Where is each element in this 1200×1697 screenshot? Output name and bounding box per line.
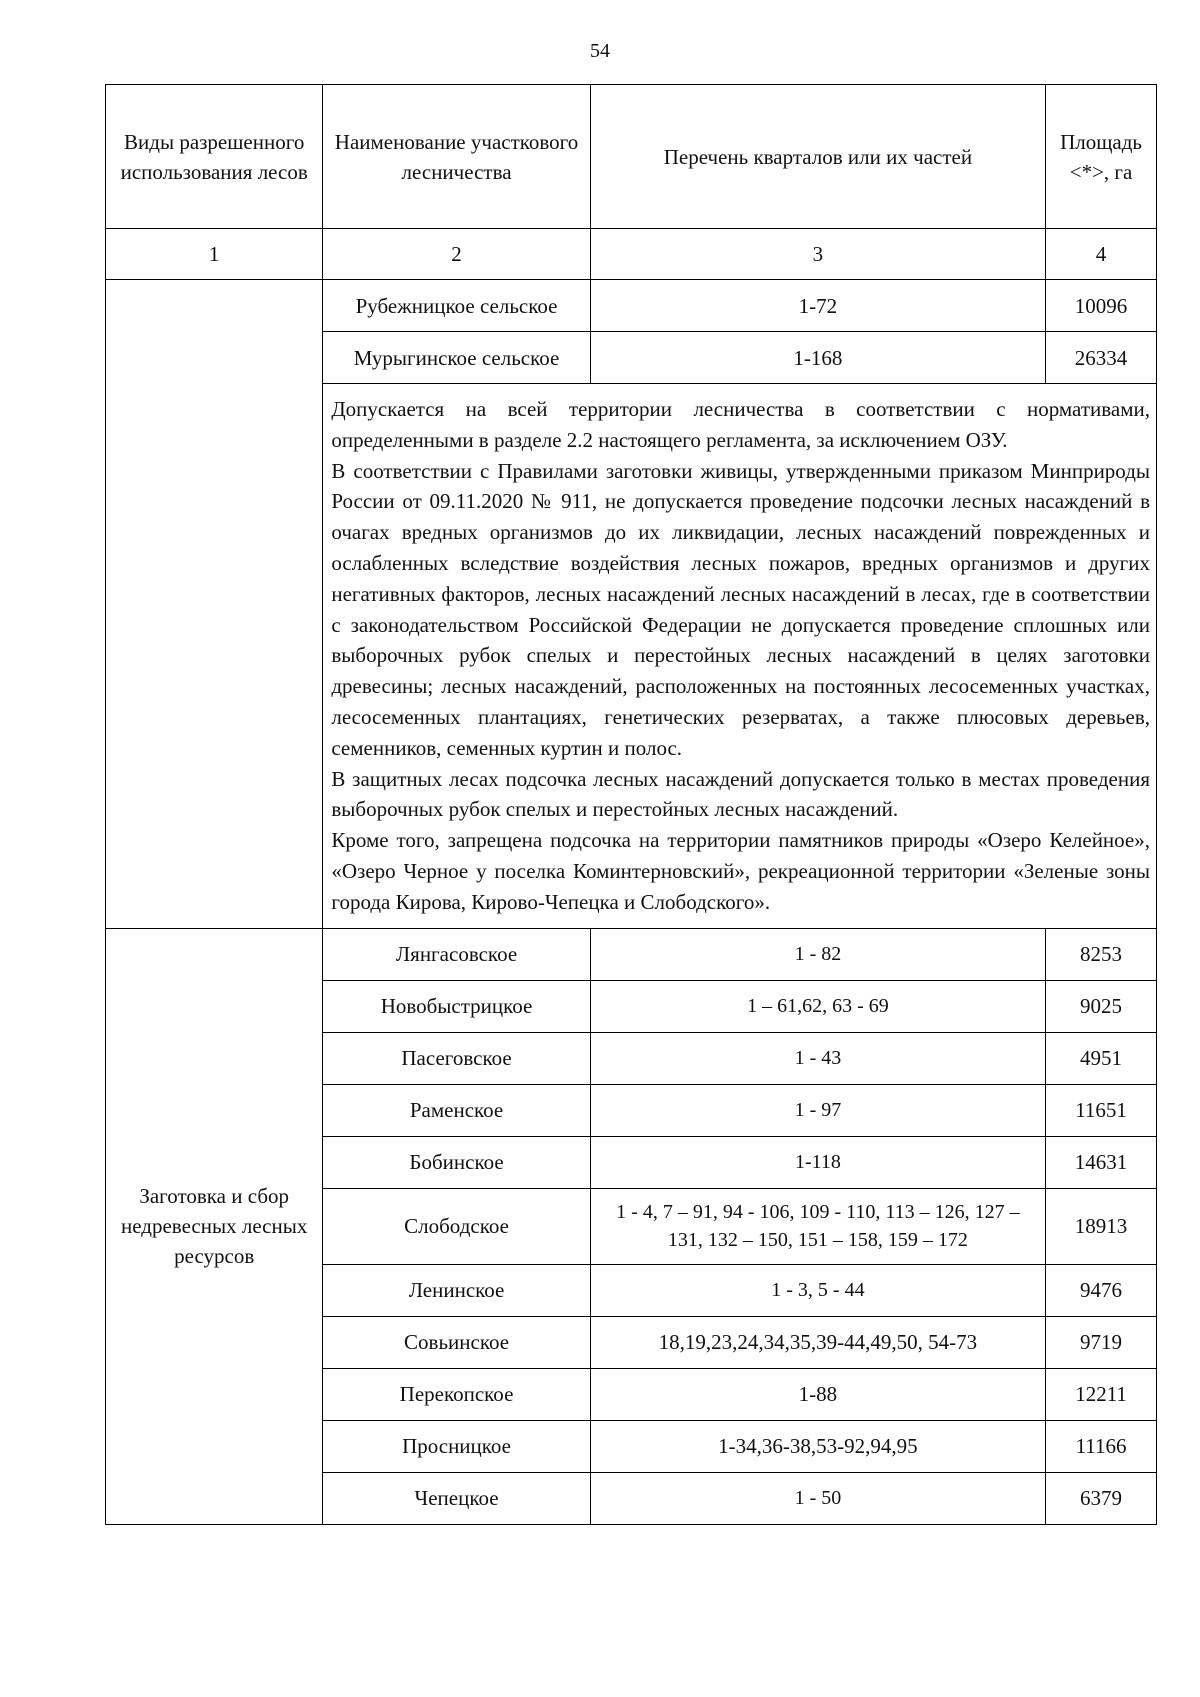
area-value: 12211 <box>1046 1368 1157 1420</box>
quarters-list: 1-72 <box>590 280 1045 332</box>
regulation-table <box>105 84 1157 1525</box>
header-quarters: Перечень кварталов или их частей <box>590 85 1045 229</box>
area-value: 4951 <box>1046 1032 1157 1084</box>
use-type-cell: Заготовка и сбор недревесных лесных ресурсов <box>106 928 323 1524</box>
forestry-name: Мурыгинское сельское <box>323 332 590 384</box>
column-number: 4 <box>1046 229 1157 280</box>
table-header-row <box>106 85 1157 229</box>
forestry-name: Просницкое <box>323 1420 590 1472</box>
forestry-name: Ленинское <box>323 1264 590 1316</box>
area-value: 10096 <box>1046 280 1157 332</box>
note-paragraph: Допускается на всей территории лесничества в соответствии с нормативами, определенными в разделе 2.2 настоящего регламента, за исключением ОЗУ. <box>331 397 1150 452</box>
forestry-name: Совьинское <box>323 1316 590 1368</box>
column-number-row <box>106 229 1157 280</box>
area-value: 18913 <box>1046 1188 1157 1264</box>
column-number: 3 <box>590 229 1045 280</box>
quarters-list: 1-118 <box>590 1136 1045 1188</box>
forestry-name: Бобинское <box>323 1136 590 1188</box>
area-value: 6379 <box>1046 1472 1157 1524</box>
forestry-name: Чепецкое <box>323 1472 590 1524</box>
area-value: 9025 <box>1046 980 1157 1032</box>
quarters-list: 1-88 <box>590 1368 1045 1420</box>
column-number: 2 <box>323 229 590 280</box>
area-value: 11166 <box>1046 1420 1157 1472</box>
note-paragraph: Кроме того, запрещена подсочка на территории памятников природы «Озеро Келейное», «Озеро Черное у поселка Коминтерновский», рекреационной территории «Зеленые зоны города Кирова, Кирово-Чепецка и Слободского». <box>331 828 1150 914</box>
column-number: 1 <box>106 229 323 280</box>
area-value: 9476 <box>1046 1264 1157 1316</box>
quarters-list: 1 – 61,62, 63 - 69 <box>590 980 1045 1032</box>
quarters-list: 1 - 3, 5 - 44 <box>590 1264 1045 1316</box>
header-use-type: Виды разрешенного использования лесов <box>106 85 323 229</box>
area-value: 26334 <box>1046 332 1157 384</box>
quarters-list: 1 - 50 <box>590 1472 1045 1524</box>
quarters-list: 1 - 4, 7 – 91, 94 - 106, 109 - 110, 113 – 126, 127 – 131, 132 – 150, 151 – 158, 159 – 172 <box>590 1188 1045 1264</box>
quarters-list: 1-168 <box>590 332 1045 384</box>
area-value: 9719 <box>1046 1316 1157 1368</box>
quarters-list: 18,19,23,24,34,35,39-44,49,50, 54-73 <box>590 1316 1045 1368</box>
quarters-list: 1-34,36-38,53-92,94,95 <box>590 1420 1045 1472</box>
area-value: 14631 <box>1046 1136 1157 1188</box>
header-forestry-name: Наименование участкового лесничества <box>323 85 590 229</box>
forestry-name: Новобыстрицкое <box>323 980 590 1032</box>
area-value: 8253 <box>1046 928 1157 980</box>
note-text <box>323 384 1157 929</box>
forestry-name: Раменское <box>323 1084 590 1136</box>
forestry-name: Слободское <box>323 1188 590 1264</box>
note-paragraph: В защитных лесах подсочка лесных насаждений допускается только в местах проведения выборочных рубок спелых и перестойных лесных насаждений. <box>331 766 1150 822</box>
forestry-name: Рубежницкое сельское <box>323 280 590 332</box>
area-value: 11651 <box>1046 1084 1157 1136</box>
quarters-list: 1 - 82 <box>590 928 1045 980</box>
table-row <box>106 280 1157 332</box>
quarters-list: 1 - 97 <box>590 1084 1045 1136</box>
forestry-name: Перекопское <box>323 1368 590 1420</box>
forestry-name: Лянгасовское <box>323 928 590 980</box>
quarters-list: 1 - 43 <box>590 1032 1045 1084</box>
use-type-cell-empty <box>106 280 323 929</box>
forestry-name: Пасеговское <box>323 1032 590 1084</box>
page-number: 54 <box>590 40 610 62</box>
header-area: Площадь <*>, га <box>1046 85 1157 229</box>
note-paragraph: В соответствии с Правилами заготовки живицы, утвержденными приказом Минприроды России от 09.11.2020 № 911, не допускается проведение подсочки лесных насаждений в очагах вредных организмов до их ликвидации, лесных насаждений поврежденных и ослабленных вследствие воздействия лесных пожаров, вредных организмов и других негативных факторов, лесных насаждений лесных насаждений в лесах, где в соответствии с законодательством Российской Федерации не допускается проведение сплошных или выборочных рубок спелых и перестойных лесных насаждений в целях заготовки древесины; лесных насаждений, расположенных на постоянных лесосеменных участках, лесосеменных плантациях, генетических резерватах, а также плюсовых деревьев, семенников, семенных куртин и полос. <box>331 458 1150 760</box>
table-row <box>106 928 1157 980</box>
